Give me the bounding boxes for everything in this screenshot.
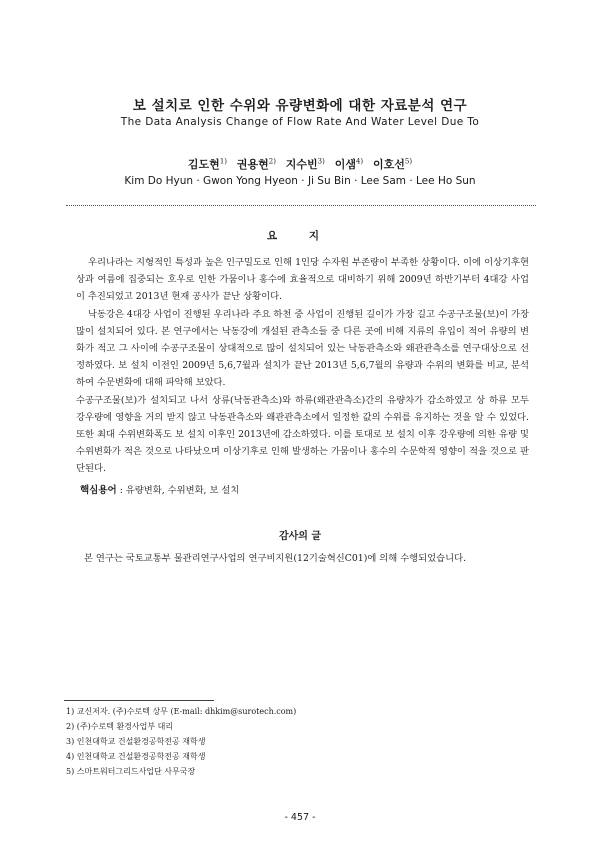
author-mark: 5) xyxy=(404,157,413,166)
author-mark: 1) xyxy=(219,157,227,166)
footnote-divider xyxy=(64,700,214,701)
author-name: 이호선 xyxy=(372,158,405,171)
footnote-list xyxy=(66,704,296,779)
abstract-body xyxy=(76,254,529,478)
footnote-item: 1) 교신저자. (주)수로텍 상무 (E-mail: dhkim@surotech.com) xyxy=(66,707,297,716)
author-mark: 2) xyxy=(268,157,276,166)
keywords-line xyxy=(80,482,239,496)
keywords-value: 유량변화, 수위변화, 보 설치 xyxy=(125,485,240,496)
abstract-paragraph: 낙동강은 4대강 사업이 진행된 우리나라 주요 하천 중 사업이 진행된 길이가 가장 길고 수공구조물(보)이 가장 많이 설치되어 있다. 본 연구에서는 낙동강에 개설된 관측소들 중 다른 곳에 비해 지류의 유입이 적어 유량의 변화가 적고 그 사이에 수공구조물이 상대적으로 많이 설치되어 있는 낙동관측소와 왜관관측소를 연구대상으로 선정하였다. 보 설치 이전인 2009년 5,6,7월과 설치가 끝난 2013년 5,6,7월의 유량과 수위의 변화를 비교, 분석하여 수문변화에 대해 파악해 보았다. xyxy=(76,308,529,389)
keywords-label: 핵심용어 xyxy=(80,485,117,496)
section-divider xyxy=(66,205,536,206)
abstract-heading: 요 지 xyxy=(267,230,333,242)
footnote-item: 2) (주)수로텍 환경사업부 대리 xyxy=(66,722,174,731)
abstract-paragraph: 수공구조물(보)가 설치되고 나서 상류(낙동관측소)와 하류(왜관관측소)간의 유량차가 감소하였고 상 하류 모두 강우량에 영향을 거의 받지 않고 낙동관측소와 왜관관측소에서 일정한 값의 수위를 유지하는 것을 알 수 있었다. 또한 최대 수위변화폭도 보 설치 이후인 2013년에 감소하였다. 이를 토대로 보 설치 이후 강우량에 의한 유량 및 수위변화가 적은 것으로 나타났으며 이상기후로 인해 발생하는 가뭄이나 홍수의 수문학적 영향이 적을 것으로 판단된다. xyxy=(76,394,529,475)
author-name: 김도현 xyxy=(187,158,220,171)
author-mark: 4) xyxy=(355,157,364,166)
author-name: 권용현 xyxy=(236,158,269,171)
author-name: 지수빈 xyxy=(285,158,318,171)
acknowledgement-text: 본 연구는 국토교통부 물관리연구사업의 연구비지원(12기술혁신C01)에 의해 수행되었습니다. xyxy=(84,553,467,564)
footnote-item: 4) 인천대학교 건설환경공학전공 재학생 xyxy=(66,752,206,761)
page-number: - 457 - xyxy=(284,812,316,823)
keywords-separator: : xyxy=(119,485,123,496)
author-list-english: Kim Do Hyun · Gwon Yong Hyeon · Ji Su Bin · Lee Sam · Lee Ho Sun xyxy=(124,175,476,187)
author-name: 이샘 xyxy=(334,158,356,171)
paper-title-english: The Data Analysis Change of Flow Rate And Water Level Due To xyxy=(120,116,480,128)
paper-title-korean: 보 설치로 인한 수위와 유량변화에 대한 자료분석 연구 xyxy=(132,98,468,114)
abstract-paragraph: 우리나라는 지형적인 특성과 높은 인구밀도로 인해 1인당 수자원 부존량이 부족한 상황이다. 이에 이상기후현상과 여름에 집중되는 호우로 인한 가뭄이나 홍수에 효율적으로 대비하기 위해 2009년 하반기부터 4대강 사업이 추진되었고 2013년 현재 공사가 끝난 상황이다. xyxy=(76,257,529,303)
footnote-item: 3) 인천대학교 건설환경공학전공 재학생 xyxy=(66,737,206,746)
acknowledgement-heading: 감사의 글 xyxy=(278,531,322,542)
author-list-korean xyxy=(0,156,600,172)
author-mark: 3) xyxy=(317,157,325,166)
footnote-item: 5) 스마트워터그리드사업단 사무국장 xyxy=(66,767,196,776)
